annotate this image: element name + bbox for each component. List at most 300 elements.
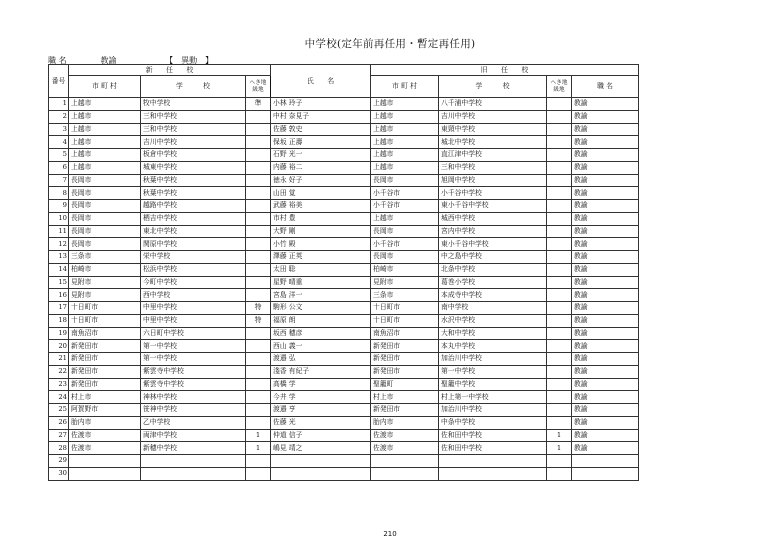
name-cell: 嶋見 靖之 — [271, 442, 371, 455]
post-value: 教諭 — [100, 56, 117, 65]
new-city-cell: 見附市 — [69, 276, 141, 289]
new-school-cell: 紫雲寺中学校 — [141, 365, 246, 378]
new-city-cell: 十日町市 — [69, 314, 141, 327]
old-school-cell: 第一中学校 — [439, 365, 547, 378]
post-cell: 教諭 — [572, 123, 639, 136]
new-school-cell: 中里中学校 — [141, 314, 246, 327]
new-remote-cell — [246, 404, 271, 417]
header-new-city: 市 町 村 — [69, 76, 141, 98]
new-remote-cell: 1 — [246, 442, 271, 455]
name-cell: 渡邉 弘 — [271, 353, 371, 366]
row-number: 10 — [49, 212, 69, 225]
new-remote-cell — [246, 187, 271, 200]
new-remote-cell — [246, 263, 271, 276]
post-cell: 教諭 — [572, 276, 639, 289]
row-number: 8 — [49, 187, 69, 200]
old-city-cell: 上越市 — [371, 149, 439, 162]
table-row — [49, 314, 639, 327]
table-row — [49, 327, 639, 340]
old-city-cell: 柏崎市 — [371, 263, 439, 276]
new-city-cell: 村上市 — [69, 391, 141, 404]
new-remote-cell — [246, 110, 271, 123]
new-school-cell: 第一中学校 — [141, 353, 246, 366]
row-number: 27 — [49, 429, 69, 442]
header-old-school-group: 旧 任 校 — [371, 65, 639, 76]
old-remote-cell — [547, 110, 572, 123]
old-remote-cell — [547, 174, 572, 187]
post-cell: 教諭 — [572, 365, 639, 378]
old-school-cell: 吉川中学校 — [439, 110, 547, 123]
post-cell: 教諭 — [572, 289, 639, 302]
name-cell: 山田 覚 — [271, 187, 371, 200]
old-school-cell: 中之島中学校 — [439, 251, 547, 264]
new-remote-cell — [246, 340, 271, 353]
row-number: 4 — [49, 136, 69, 149]
old-school-cell: 佐和田中学校 — [439, 429, 547, 442]
old-city-cell: 上越市 — [371, 98, 439, 111]
name-cell: 福原 朗 — [271, 314, 371, 327]
old-city-cell: 新発田市 — [371, 404, 439, 417]
post-cell: 教諭 — [572, 327, 639, 340]
table-row — [49, 98, 639, 111]
old-school-cell: 小千谷中学校 — [439, 187, 547, 200]
name-cell: 小林 玲子 — [271, 98, 371, 111]
row-number: 6 — [49, 161, 69, 174]
new-city-cell: 三条市 — [69, 251, 141, 264]
old-city-cell: 十日町市 — [371, 302, 439, 315]
row-number: 15 — [49, 276, 69, 289]
old-school-cell: 直江津中学校 — [439, 149, 547, 162]
old-city-cell: 南魚沼市 — [371, 327, 439, 340]
header-old-school: 学 校 — [439, 76, 547, 98]
page-title: 中学校(定年前再任用・暫定再任用) — [304, 38, 476, 50]
row-number: 26 — [49, 416, 69, 429]
old-city-cell: 小千谷市 — [371, 238, 439, 251]
old-remote-cell — [547, 225, 572, 238]
new-school-cell: 新穂中学校 — [141, 442, 246, 455]
new-remote-cell — [246, 225, 271, 238]
table-row — [49, 353, 639, 366]
post-cell: 教諭 — [572, 353, 639, 366]
new-city-cell: 長岡市 — [69, 174, 141, 187]
old-remote-cell — [547, 98, 572, 111]
old-school-cell: 城北中学校 — [439, 136, 547, 149]
old-city-cell: 長岡市 — [371, 225, 439, 238]
name-cell: 駒形 公文 — [271, 302, 371, 315]
new-city-cell — [69, 455, 141, 468]
post-cell: 教諭 — [572, 187, 639, 200]
old-remote-cell — [547, 276, 572, 289]
table-row — [49, 174, 639, 187]
name-cell — [271, 455, 371, 468]
post-cell: 教諭 — [572, 149, 639, 162]
old-remote-cell — [547, 289, 572, 302]
row-number: 17 — [49, 302, 69, 315]
row-number: 24 — [49, 391, 69, 404]
new-remote-cell — [246, 365, 271, 378]
new-remote-cell — [246, 391, 271, 404]
old-city-cell: 胎内市 — [371, 416, 439, 429]
post-cell: 教諭 — [572, 429, 639, 442]
old-school-cell: 聖籠中学校 — [439, 378, 547, 391]
new-school-cell: 第一中学校 — [141, 340, 246, 353]
row-number: 16 — [49, 289, 69, 302]
old-school-cell: 南中学校 — [439, 302, 547, 315]
old-remote-cell — [547, 467, 572, 480]
name-cell: 内藤 裕二 — [271, 161, 371, 174]
old-city-cell: 長岡市 — [371, 251, 439, 264]
post-cell — [572, 467, 639, 480]
new-school-cell: 吉川中学校 — [141, 136, 246, 149]
row-number: 30 — [49, 467, 69, 480]
old-remote-cell — [547, 123, 572, 136]
new-city-cell: 上越市 — [69, 98, 141, 111]
header-old-city: 市 町 村 — [371, 76, 439, 98]
name-cell: 坂西 穂彦 — [271, 327, 371, 340]
old-city-cell — [371, 455, 439, 468]
old-school-cell — [439, 467, 547, 480]
name-cell: 佐藤 敦史 — [271, 123, 371, 136]
new-school-cell: 牧中学校 — [141, 98, 246, 111]
table-row — [49, 429, 639, 442]
old-remote-cell — [547, 404, 572, 417]
new-city-cell: 胎内市 — [69, 416, 141, 429]
name-cell: 徳永 好子 — [271, 174, 371, 187]
table-row — [49, 391, 639, 404]
old-city-cell: 聖籠町 — [371, 378, 439, 391]
post-cell: 教諭 — [572, 161, 639, 174]
table-row — [49, 378, 639, 391]
post-cell: 教諭 — [572, 251, 639, 264]
table-row — [49, 276, 639, 289]
old-remote-cell — [547, 378, 572, 391]
old-school-cell: 北条中学校 — [439, 263, 547, 276]
new-school-cell: 神林中学校 — [141, 391, 246, 404]
row-number: 2 — [49, 110, 69, 123]
new-school-cell: 三和中学校 — [141, 110, 246, 123]
row-number: 14 — [49, 263, 69, 276]
new-remote-cell — [246, 123, 271, 136]
new-remote-cell: 準 — [246, 98, 271, 111]
old-remote-cell — [547, 149, 572, 162]
old-remote-cell — [547, 263, 572, 276]
table-row — [49, 442, 639, 455]
new-city-cell: 新発田市 — [69, 365, 141, 378]
old-remote-cell — [547, 340, 572, 353]
old-school-cell — [439, 455, 547, 468]
post-cell: 教諭 — [572, 404, 639, 417]
old-remote-cell — [547, 161, 572, 174]
post-cell: 教諭 — [572, 110, 639, 123]
name-cell: 石野 光一 — [271, 149, 371, 162]
old-remote-cell — [547, 251, 572, 264]
table-row — [49, 365, 639, 378]
new-school-cell: 栄中学校 — [141, 251, 246, 264]
table-row — [49, 404, 639, 417]
table-row — [49, 251, 639, 264]
new-remote-cell: 特 — [246, 314, 271, 327]
table-row — [49, 225, 639, 238]
header-new-school-group: 新 任 校 — [69, 65, 271, 76]
row-number: 21 — [49, 353, 69, 366]
new-school-cell: 城東中学校 — [141, 161, 246, 174]
name-cell: 大野 剛 — [271, 225, 371, 238]
new-school-cell: 紫雲寺中学校 — [141, 378, 246, 391]
header-number: 番号 — [49, 65, 69, 98]
row-number: 12 — [49, 238, 69, 251]
row-number: 23 — [49, 378, 69, 391]
new-city-cell: 阿賀野市 — [69, 404, 141, 417]
post-cell: 教諭 — [572, 314, 639, 327]
personnel-table — [48, 64, 639, 481]
old-school-cell: 本成寺中学校 — [439, 289, 547, 302]
old-city-cell: 十日町市 — [371, 314, 439, 327]
name-cell: 市村 豊 — [271, 212, 371, 225]
old-school-cell: 中条中学校 — [439, 416, 547, 429]
new-school-cell: 栖吉中学校 — [141, 212, 246, 225]
post-cell: 教諭 — [572, 416, 639, 429]
old-remote-cell — [547, 327, 572, 340]
post-cell: 教諭 — [572, 378, 639, 391]
old-remote-cell — [547, 200, 572, 213]
new-school-cell — [141, 455, 246, 468]
old-school-cell: 本丸中学校 — [439, 340, 547, 353]
old-remote-cell — [547, 238, 572, 251]
name-cell: 西山 義一 — [271, 340, 371, 353]
old-city-cell: 上越市 — [371, 110, 439, 123]
new-city-cell: 十日町市 — [69, 302, 141, 315]
transfer-type-label: 【 異動 】 — [165, 56, 214, 65]
old-school-cell: 加治川中学校 — [439, 353, 547, 366]
row-number: 28 — [49, 442, 69, 455]
table-row — [49, 136, 639, 149]
old-school-cell: 東小千谷中学校 — [439, 238, 547, 251]
new-remote-cell — [246, 289, 271, 302]
table-row — [49, 302, 639, 315]
name-cell: 星野 晴重 — [271, 276, 371, 289]
header-new-remote: へき地級地 — [246, 76, 271, 98]
old-city-cell: 新発田市 — [371, 365, 439, 378]
old-school-cell: 城西中学校 — [439, 212, 547, 225]
old-school-cell: 八千浦中学校 — [439, 98, 547, 111]
new-remote-cell — [246, 467, 271, 480]
new-city-cell: 長岡市 — [69, 200, 141, 213]
name-cell — [271, 467, 371, 480]
row-number: 9 — [49, 200, 69, 213]
new-remote-cell — [246, 200, 271, 213]
new-remote-cell — [246, 212, 271, 225]
new-city-cell: 新発田市 — [69, 353, 141, 366]
table-row — [49, 161, 639, 174]
new-city-cell: 柏崎市 — [69, 263, 141, 276]
page-number: 210 — [383, 530, 397, 538]
old-remote-cell: 1 — [547, 429, 572, 442]
old-city-cell: 新発田市 — [371, 353, 439, 366]
post-cell: 教諭 — [572, 136, 639, 149]
post-cell: 教諭 — [572, 225, 639, 238]
name-cell: 佐藤 光 — [271, 416, 371, 429]
old-city-cell: 小千谷市 — [371, 187, 439, 200]
new-remote-cell: 1 — [246, 429, 271, 442]
new-school-cell: 関原中学校 — [141, 238, 246, 251]
old-school-cell: 葛巻小学校 — [439, 276, 547, 289]
name-cell: 保坂 正壽 — [271, 136, 371, 149]
row-number: 18 — [49, 314, 69, 327]
table-row — [49, 187, 639, 200]
new-school-cell: 三和中学校 — [141, 123, 246, 136]
new-school-cell: 秋葉中学校 — [141, 174, 246, 187]
table-row — [49, 263, 639, 276]
new-remote-cell — [246, 455, 271, 468]
row-number: 7 — [49, 174, 69, 187]
table-row — [49, 289, 639, 302]
old-city-cell: 新発田市 — [371, 340, 439, 353]
table-row — [49, 340, 639, 353]
new-remote-cell — [246, 238, 271, 251]
old-city-cell: 長岡市 — [371, 174, 439, 187]
old-school-cell: 東頸中学校 — [439, 123, 547, 136]
name-cell: 澤藤 正英 — [271, 251, 371, 264]
new-city-cell: 長岡市 — [69, 187, 141, 200]
header-post: 職 名 — [572, 76, 639, 98]
new-remote-cell — [246, 327, 271, 340]
old-remote-cell — [547, 212, 572, 225]
name-cell: 高橋 学 — [271, 378, 371, 391]
old-city-cell: 上越市 — [371, 161, 439, 174]
new-school-cell: 板倉中学校 — [141, 149, 246, 162]
post-cell: 教諭 — [572, 442, 639, 455]
old-city-cell: 小千谷市 — [371, 200, 439, 213]
post-cell: 教諭 — [572, 238, 639, 251]
table-row — [49, 212, 639, 225]
new-remote-cell — [246, 251, 271, 264]
table-row — [49, 416, 639, 429]
new-school-cell: 乙中学校 — [141, 416, 246, 429]
new-remote-cell — [246, 276, 271, 289]
old-school-cell: 加治川中学校 — [439, 404, 547, 417]
new-school-cell: 笹神中学校 — [141, 404, 246, 417]
new-city-cell: 長岡市 — [69, 212, 141, 225]
row-number: 22 — [49, 365, 69, 378]
new-city-cell — [69, 467, 141, 480]
new-city-cell: 上越市 — [69, 123, 141, 136]
new-city-cell: 南魚沼市 — [69, 327, 141, 340]
row-number: 25 — [49, 404, 69, 417]
new-remote-cell: 特 — [246, 302, 271, 315]
row-number: 20 — [49, 340, 69, 353]
post-cell: 教諭 — [572, 302, 639, 315]
header-name: 氏 名 — [271, 65, 371, 98]
post-cell: 教諭 — [572, 174, 639, 187]
table-row — [49, 455, 639, 468]
table-row — [49, 110, 639, 123]
old-school-cell: 東小千谷中学校 — [439, 200, 547, 213]
new-remote-cell — [246, 174, 271, 187]
name-cell: 仲道 信子 — [271, 429, 371, 442]
new-city-cell: 佐渡市 — [69, 442, 141, 455]
row-number: 13 — [49, 251, 69, 264]
old-city-cell: 上越市 — [371, 136, 439, 149]
new-remote-cell — [246, 378, 271, 391]
old-school-cell: 大和中学校 — [439, 327, 547, 340]
new-remote-cell — [246, 136, 271, 149]
old-city-cell: 見附市 — [371, 276, 439, 289]
post-label: 職 名 — [48, 56, 67, 65]
new-remote-cell — [246, 161, 271, 174]
new-city-cell: 上越市 — [69, 149, 141, 162]
old-remote-cell — [547, 302, 572, 315]
new-city-cell: 長岡市 — [69, 225, 141, 238]
table-body — [49, 98, 639, 481]
name-cell: 小竹 殿 — [271, 238, 371, 251]
old-remote-cell — [547, 455, 572, 468]
old-remote-cell — [547, 416, 572, 429]
old-school-cell: 佐和田中学校 — [439, 442, 547, 455]
new-school-cell: 松浜中学校 — [141, 263, 246, 276]
old-school-cell: 村上第一中学校 — [439, 391, 547, 404]
new-school-cell: 今町中学校 — [141, 276, 246, 289]
old-city-cell — [371, 467, 439, 480]
new-school-cell: 越路中学校 — [141, 200, 246, 213]
post-cell: 教諭 — [572, 263, 639, 276]
old-school-cell: 旭岡中学校 — [439, 174, 547, 187]
old-city-cell: 上越市 — [371, 212, 439, 225]
old-school-cell: 宮内中学校 — [439, 225, 547, 238]
new-school-cell: 西中学校 — [141, 289, 246, 302]
old-city-cell: 村上市 — [371, 391, 439, 404]
old-remote-cell — [547, 136, 572, 149]
post-cell: 教諭 — [572, 340, 639, 353]
old-city-cell: 佐渡市 — [371, 442, 439, 455]
new-remote-cell — [246, 149, 271, 162]
name-cell: 太田 聡 — [271, 263, 371, 276]
old-city-cell: 三条市 — [371, 289, 439, 302]
new-city-cell: 上越市 — [69, 110, 141, 123]
old-remote-cell — [547, 391, 572, 404]
old-remote-cell — [547, 353, 572, 366]
row-number: 1 — [49, 98, 69, 111]
old-remote-cell: 1 — [547, 442, 572, 455]
header-old-remote: へき地級地 — [547, 76, 572, 98]
row-number: 29 — [49, 455, 69, 468]
new-school-cell — [141, 467, 246, 480]
name-cell: 中村 奈見子 — [271, 110, 371, 123]
new-remote-cell — [246, 416, 271, 429]
new-city-cell: 佐渡市 — [69, 429, 141, 442]
new-city-cell: 新発田市 — [69, 340, 141, 353]
new-city-cell: 新発田市 — [69, 378, 141, 391]
new-city-cell: 上越市 — [69, 161, 141, 174]
table-row — [49, 149, 639, 162]
name-cell: 渡邉 亨 — [271, 404, 371, 417]
new-city-cell: 上越市 — [69, 136, 141, 149]
name-cell: 淺香 有紀子 — [271, 365, 371, 378]
table-row — [49, 200, 639, 213]
name-cell: 武藤 裕美 — [271, 200, 371, 213]
table-row — [49, 238, 639, 251]
table-row — [49, 467, 639, 480]
post-cell: 教諭 — [572, 98, 639, 111]
name-cell: 宮島 洋一 — [271, 289, 371, 302]
new-school-cell: 秋葉中学校 — [141, 187, 246, 200]
row-number: 5 — [49, 149, 69, 162]
row-number: 19 — [49, 327, 69, 340]
old-remote-cell — [547, 365, 572, 378]
post-cell — [572, 455, 639, 468]
post-cell: 教諭 — [572, 391, 639, 404]
header-row-groups — [49, 65, 639, 76]
old-city-cell: 佐渡市 — [371, 429, 439, 442]
